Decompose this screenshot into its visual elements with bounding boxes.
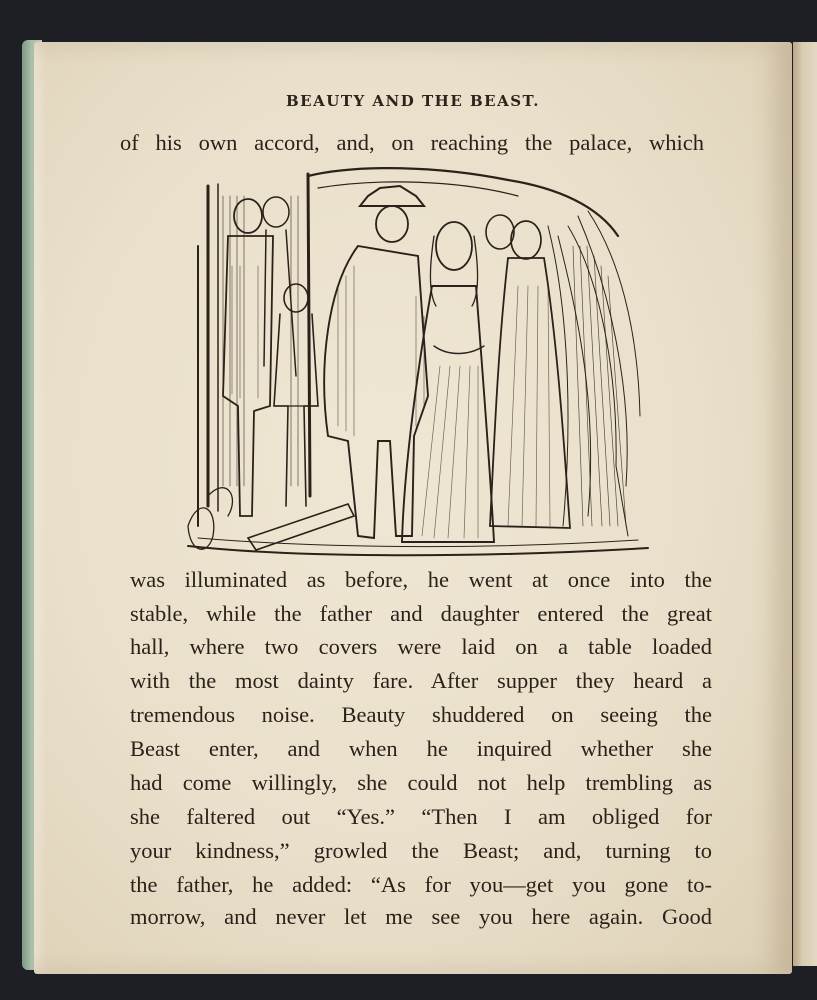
text-line-6: tremendous noise. Beauty shuddered on seeing the — [130, 702, 712, 727]
text-line-7: Beast enter, and when he inquired whether she — [130, 736, 712, 761]
text-line-5: with the most dainty fare. After supper they heard a — [130, 668, 712, 693]
text-line-10: your kindness,” growled the Beast; and, turning to — [130, 838, 712, 863]
text-line-12: morrow, and never let me see you here again. Good — [130, 904, 712, 929]
text-line-2: was illuminated as before, he went at once into the — [130, 567, 712, 592]
facing-page-edge — [793, 42, 817, 966]
running-head: BEAUTY AND THE BEAST. — [285, 92, 541, 110]
text-line-1: of his own accord, and, on reaching the palace, which — [120, 130, 704, 155]
text-line-11: the father, he added: “As for you—get you gone to- — [130, 872, 712, 897]
engraving-illustration — [178, 166, 652, 564]
text-line-8: had come willingly, she could not help trembling as — [130, 770, 712, 795]
text-line-3: stable, while the father and daughter entered the great — [130, 601, 712, 626]
text-line-9: she faltered out “Yes.” “Then I am obliged for — [130, 804, 712, 829]
text-line-4: hall, where two covers were laid on a table loaded — [130, 634, 712, 659]
